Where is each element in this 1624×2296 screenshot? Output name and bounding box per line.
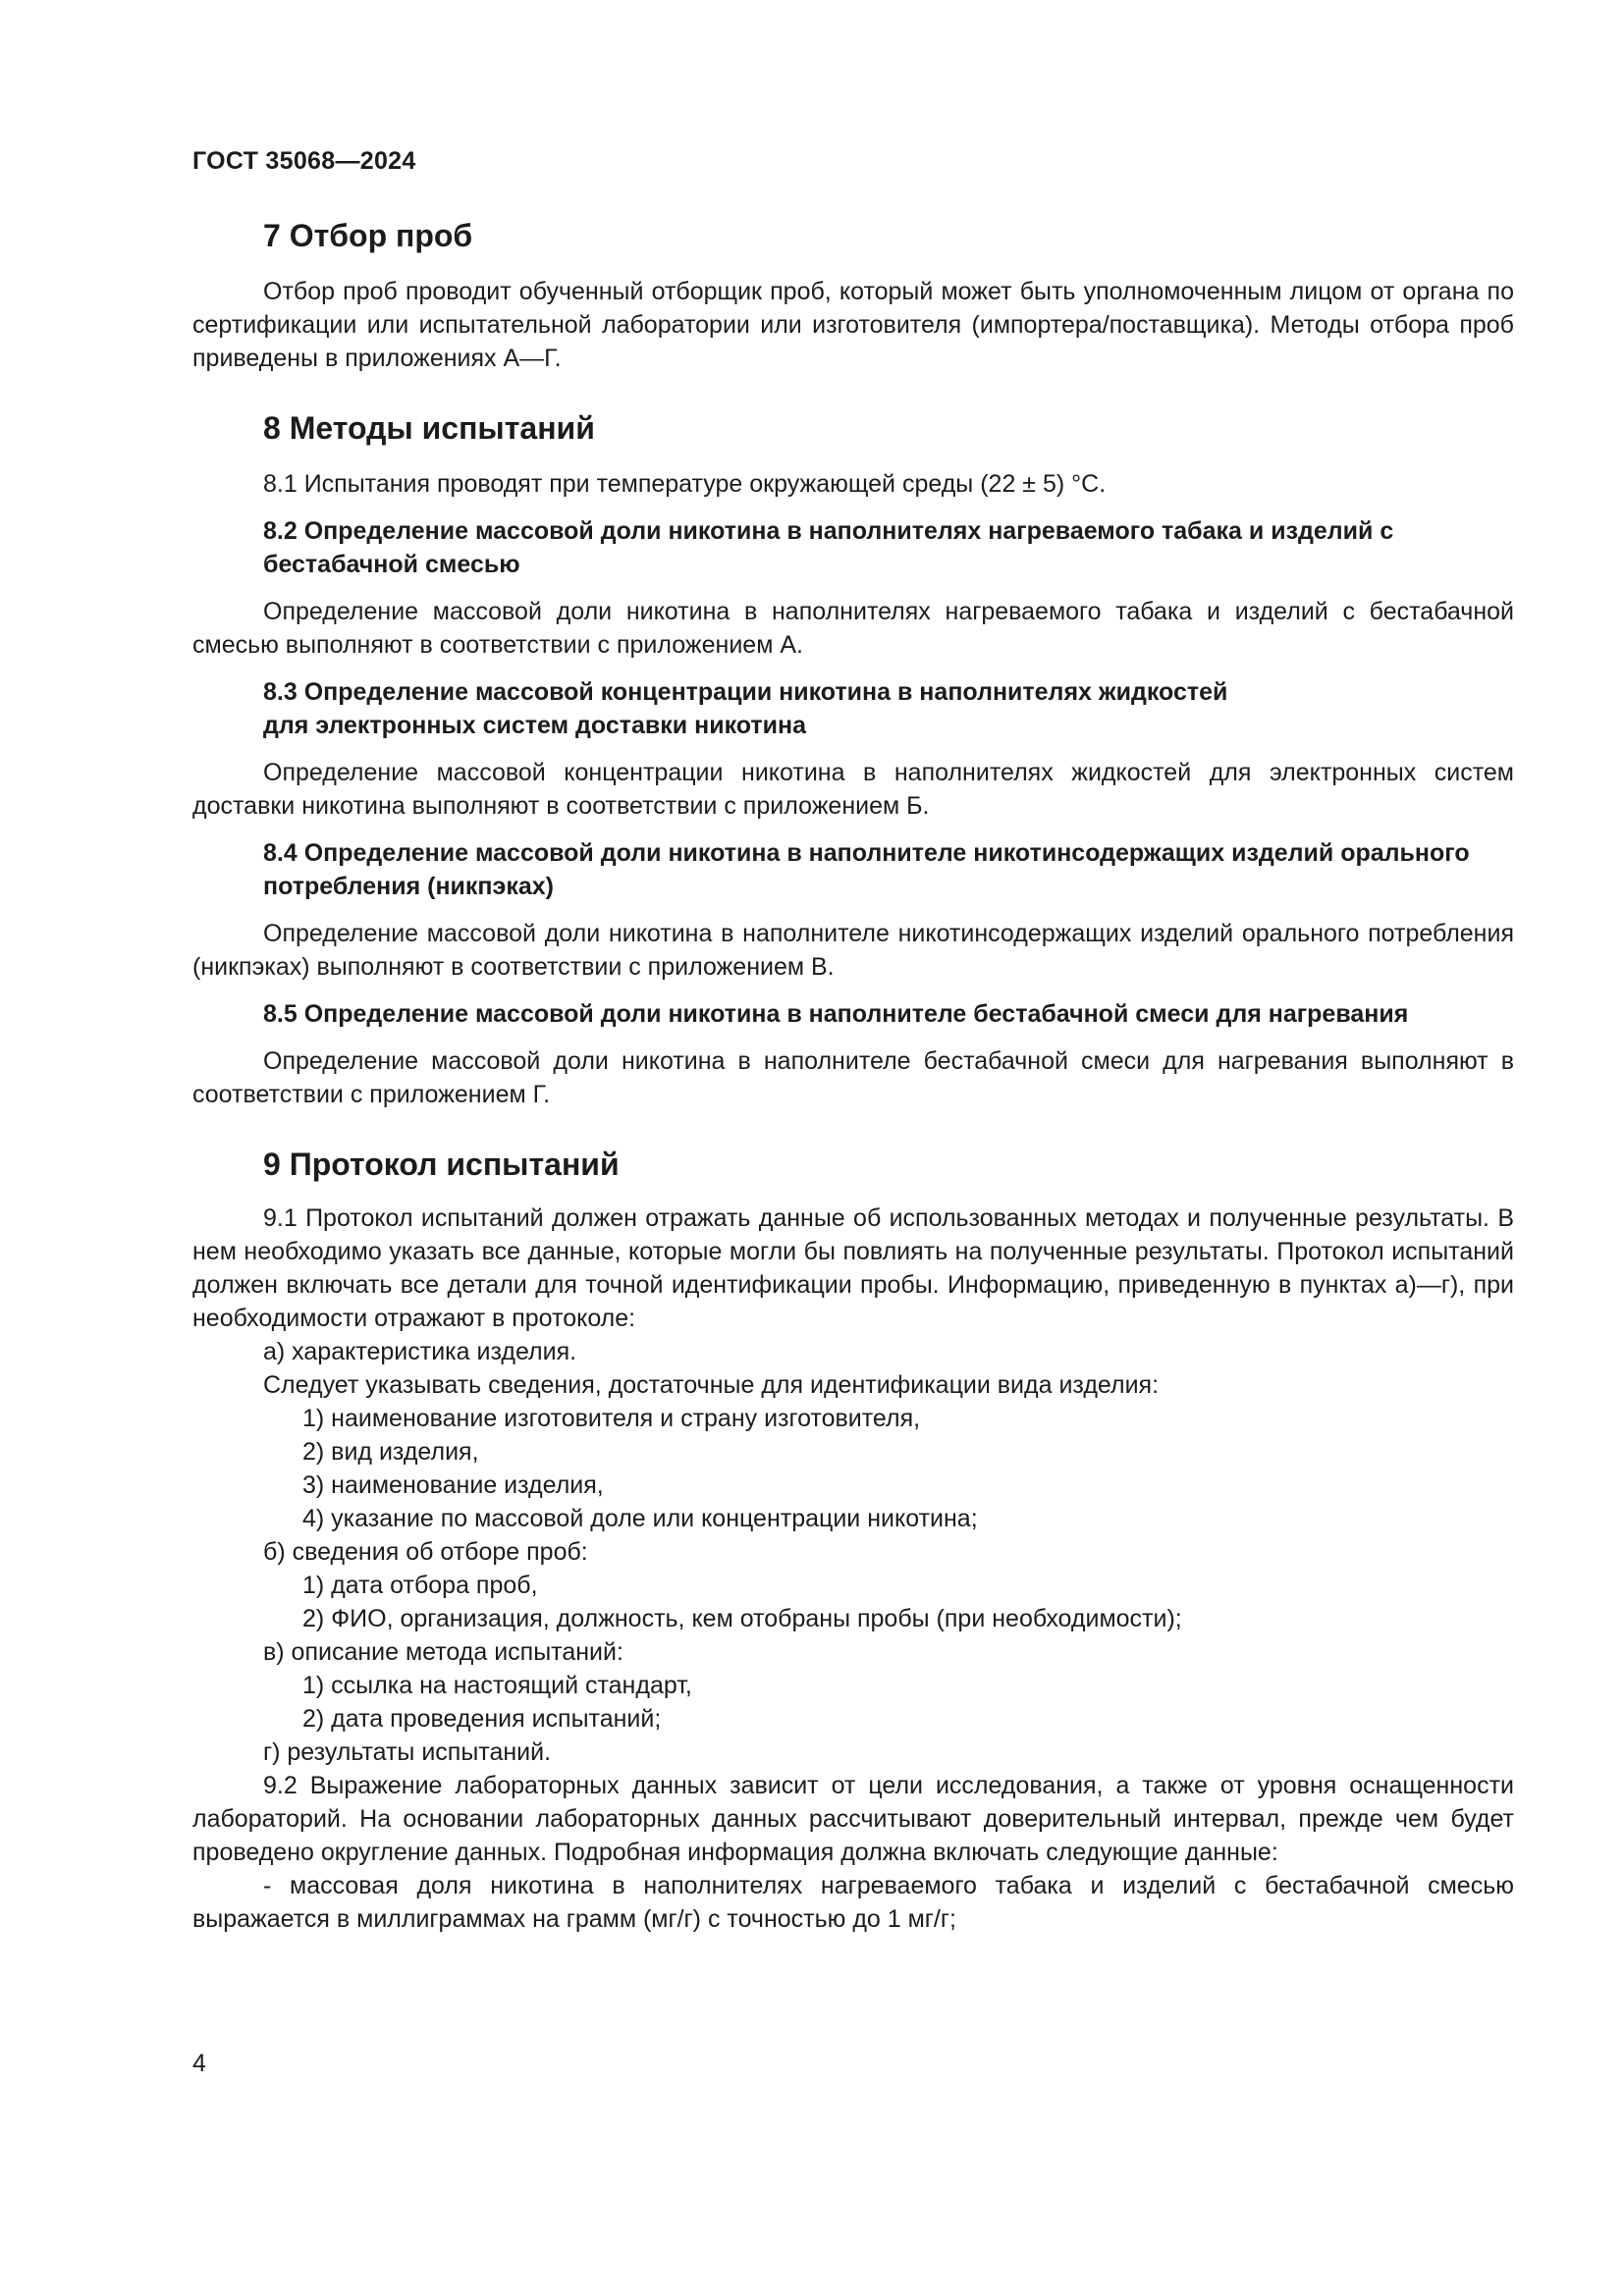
list-item-g: г) результаты испытаний. — [263, 1738, 552, 1766]
clause-8-5-title: 8.5 Определение массовой доли никотина в наполнителе бестабачной смеси для нагревания — [263, 1000, 1409, 1028]
list-subitem: 2) вид изделия, — [302, 1438, 479, 1466]
list-subitem: 1) ссылка на настоящий стандарт, — [302, 1672, 692, 1699]
clause-8-4-text: Определение массовой доли никотина в наполнителе никотинсодержащих изделий орального потребления (никпэках) выполняют в соответствии с приложением В. — [192, 920, 1514, 981]
clause-8-3-title-line2: для электронных систем доставки никотина — [263, 712, 807, 739]
list-subitem: 2) ФИО, организация, должность, кем отобраны пробы (при необходимости); — [302, 1605, 1182, 1632]
clause-8-2-text: Определение массовой доли никотина в наполнителях нагреваемого табака и изделий с бестабачной смесью выполняют в соответствии с приложением А. — [192, 598, 1514, 659]
clause-9-2: 9.2 Выражение лабораторных данных зависит от цели исследования, а также от уровня оснащенности лабораторий. На основании лабораторных данных рассчитывают доверительный интервал, прежде чем будет проведено округление данных. Подробная информация должна включать следующие данные: — [192, 1772, 1514, 1866]
list-item-b: б) сведения об отборе проб: — [263, 1538, 588, 1566]
section-7-text: Отбор проб проводит обученный отборщик проб, который может быть уполномоченным лицом от органа по сертификации или испытательной лаборатории или изготовителя (импортера/поставщика). Методы отбора проб приведены в приложениях А—Г. — [192, 278, 1514, 372]
list-subitem: 4) указание по массовой доле или концентрации никотина; — [302, 1505, 978, 1532]
clause-8-1: 8.1 Испытания проводят при температуре окружающей среды (22 ± 5) °С. — [263, 470, 1107, 498]
list-subitem: 3) наименование изделия, — [302, 1471, 604, 1499]
clause-8-4-title: 8.4 Определение массовой доли никотина в наполнителе никотинсодержащих изделий орального потребления (никпэках) — [263, 839, 1470, 900]
clause-8-3-title-line1: 8.3 Определение массовой концентрации никотина в наполнителях жидкостей — [263, 678, 1228, 706]
list-subitem: 1) дата отбора проб, — [302, 1572, 538, 1599]
list-item-v: в) описание метода испытаний: — [263, 1638, 623, 1666]
page-number: 4 — [192, 2050, 206, 2077]
section-7-title: 7 Отбор проб — [263, 218, 473, 253]
section-8-title: 8 Методы испытаний — [263, 410, 595, 446]
clause-8-2-title: 8.2 Определение массовой доли никотина в наполнителях нагреваемого табака и изделий с бестабачной смесью — [263, 517, 1394, 578]
page-content — [192, 216, 1514, 1936]
clause-8-5-text: Определение массовой доли никотина в наполнителе бестабачной смеси для нагревания выполняют в соответствии с приложением Г. — [192, 1047, 1514, 1108]
document-code: ГОСТ 35068—2024 — [192, 147, 416, 175]
list-subitem: 1) наименование изготовителя и страну изготовителя, — [302, 1405, 921, 1432]
clause-8-3-text: Определение массовой концентрации никотина в наполнителях жидкостей для электронных систем доставки никотина выполняют в соответствии с приложением Б. — [192, 759, 1514, 820]
list-item-a: а) характеристика изделия. — [263, 1338, 577, 1365]
list-item-a-note: Следует указывать сведения, достаточные для идентификации вида изделия: — [263, 1371, 1160, 1399]
list-subitem: 2) дата проведения испытаний; — [302, 1705, 662, 1733]
section-9-title: 9 Протокол испытаний — [263, 1147, 620, 1182]
clause-9-1: 9.1 Протокол испытаний должен отражать данные об использованных методах и полученные результаты. В нем необходимо указать все данные, которые могли бы повлиять на полученные результаты. Протокол испытаний должен включать все детали для точной идентификации пробы. Информацию, приведенную в пунктах а)—г), при необходимости отражают в протоколе: — [192, 1204, 1514, 1332]
dash-item-1: - массовая доля никотина в наполнителях нагреваемого табака и изделий с бестабачной смесью выражается в миллиграммах на грамм (мг/г) с точностью до 1 мг/г; — [192, 1872, 1514, 1933]
clause-8-3-title — [192, 675, 1514, 742]
